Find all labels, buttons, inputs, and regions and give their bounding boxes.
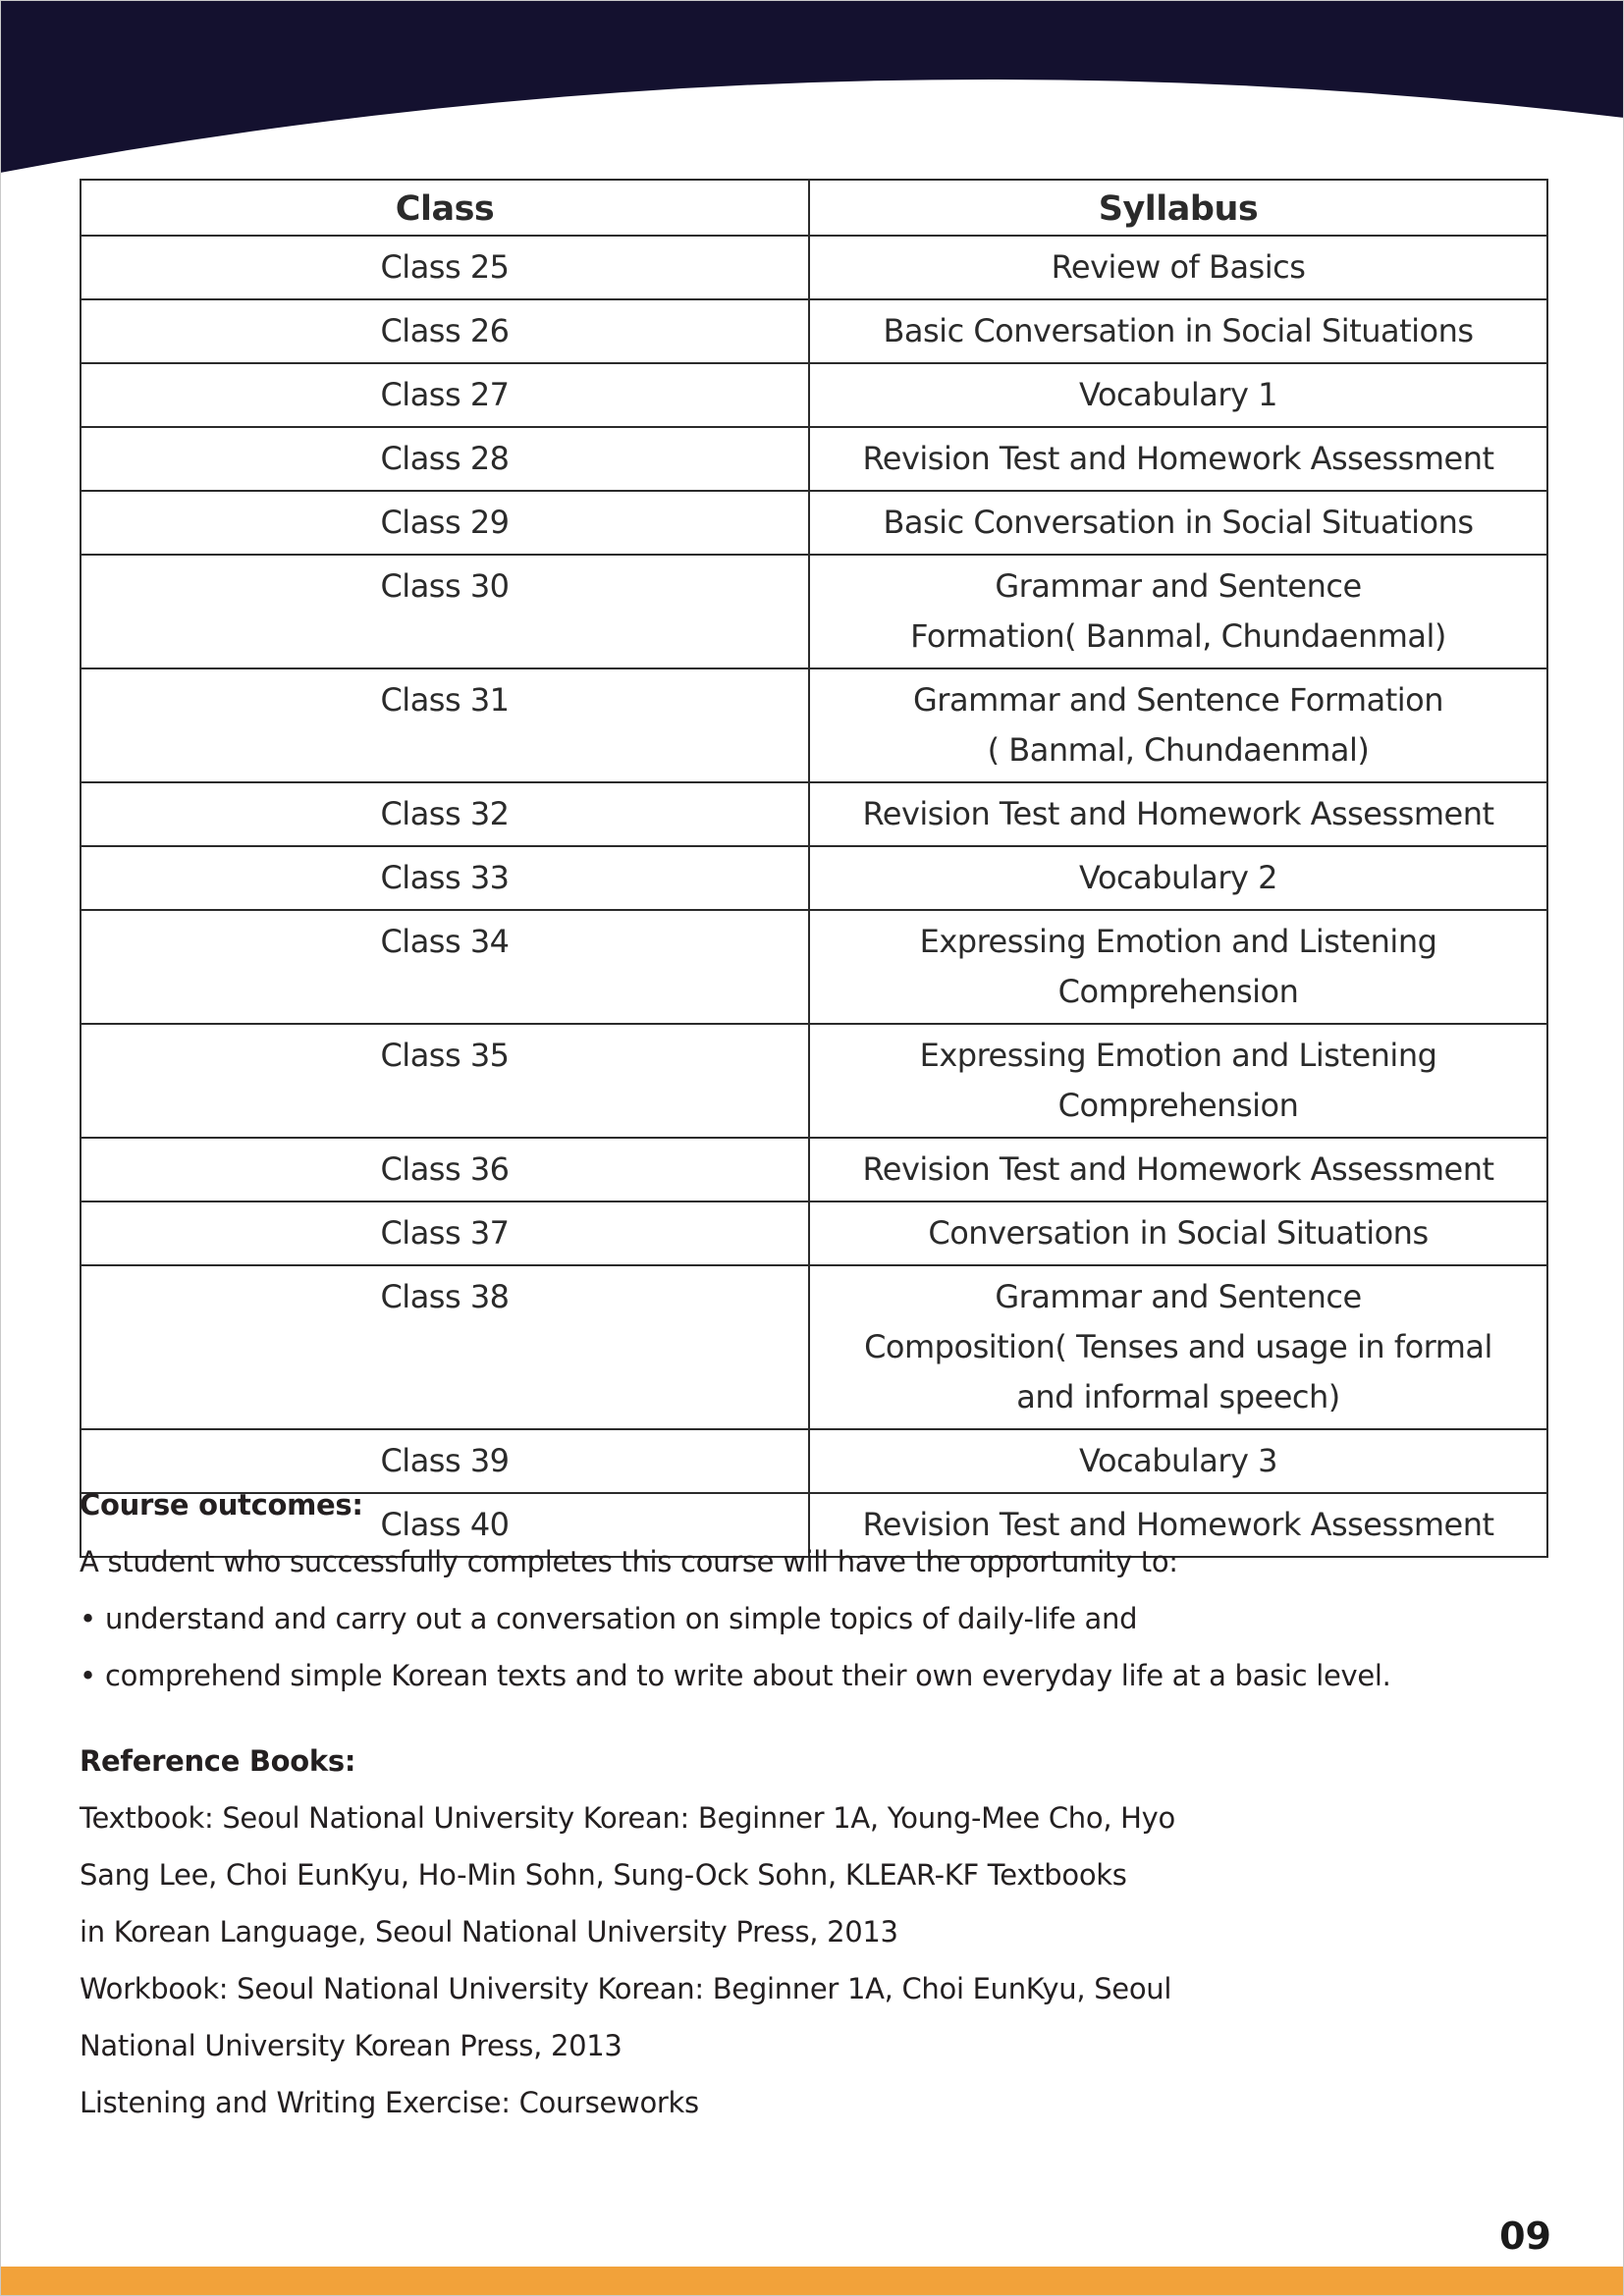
class-cell: Class 40 [81,1493,809,1557]
syllabus-cell [809,668,1547,782]
class-cell: Class 27 [81,363,809,427]
course-outcomes-section [80,1476,1533,1704]
bullet-icon: • [80,1602,96,1635]
syllabus-table [80,179,1548,1558]
syllabus-line: Expressing Emotion and Listening [919,1037,1437,1074]
column-header-class: Class [81,180,809,236]
syllabus-line: Formation( Banmal, Chundaenmal) [910,617,1446,655]
reference-books-heading: Reference Books: [80,1744,356,1778]
syllabus-line: Composition( Tenses and usage in formal [864,1328,1492,1365]
syllabus-cell: Vocabulary 2 [809,846,1547,910]
syllabus-line: and informal speech) [1016,1378,1340,1415]
syllabus-cell [809,1024,1547,1138]
table-row [81,1024,1547,1138]
table-row [81,910,1547,1024]
table-row [81,1265,1547,1429]
reference-books-section [80,1733,1533,2131]
syllabus-cell [809,1265,1547,1429]
syllabus-line: Grammar and Sentence [995,567,1362,605]
outcome-text: understand and carry out a conversation on simple topics of daily-life and [105,1602,1138,1635]
table-row [81,668,1547,782]
syllabus-cell [809,910,1547,1024]
outcome-bullet-item [80,1590,1533,1647]
syllabus-line: ( Banmal, Chundaenmal) [987,731,1370,769]
class-cell: Class 36 [81,1138,809,1201]
syllabus-cell: Review of Basics [809,236,1547,299]
table-row [81,299,1547,363]
syllabus-cell: Revision Test and Homework Assessment [809,427,1547,491]
column-header-syllabus: Syllabus [809,180,1547,236]
bullet-icon: • [80,1659,96,1692]
course-outcomes-heading: Course outcomes: [80,1488,363,1522]
class-cell: Class 26 [81,299,809,363]
outcome-bullet-item [80,1647,1533,1704]
reference-line: Sang Lee, Choi EunKyu, Ho-Min Sohn, Sung-Ock Sohn, KLEAR-KF Textbooks [80,1858,1127,1892]
reference-line: National University Korean Press, 2013 [80,2029,623,2062]
syllabus-cell: Revision Test and Homework Assessment [809,782,1547,846]
syllabus-cell [809,555,1547,668]
page-number: 09 [1499,2215,1551,2258]
table-header-row [81,180,1547,236]
class-cell: Class 33 [81,846,809,910]
syllabus-cell: Revision Test and Homework Assessment [809,1493,1547,1557]
table-row [81,363,1547,427]
class-cell: Class 28 [81,427,809,491]
class-cell: Class 31 [81,668,809,782]
reference-line: Textbook: Seoul National University Korean: Beginner 1A, Young-Mee Cho, Hyo [80,1801,1175,1835]
syllabus-cell: Vocabulary 1 [809,363,1547,427]
class-cell: Class 38 [81,1265,809,1429]
table-row [81,782,1547,846]
header-band [0,0,1624,177]
class-cell: Class 35 [81,1024,809,1138]
syllabus-cell: Conversation in Social Situations [809,1201,1547,1265]
class-cell: Class 25 [81,236,809,299]
syllabus-line: Comprehension [1057,1087,1299,1124]
class-cell: Class 29 [81,491,809,555]
syllabus-line: Grammar and Sentence Formation [913,681,1443,719]
syllabus-cell: Revision Test and Homework Assessment [809,1138,1547,1201]
syllabus-line: Grammar and Sentence [995,1278,1362,1315]
footer-bar [0,2267,1624,2296]
table-row [81,427,1547,491]
table-row [81,1201,1547,1265]
syllabus-cell: Basic Conversation in Social Situations [809,491,1547,555]
syllabus-cell: Vocabulary 3 [809,1429,1547,1493]
table-body [81,236,1547,1557]
table-row [81,846,1547,910]
class-cell: Class 39 [81,1429,809,1493]
table-row [81,555,1547,668]
syllabus-cell: Basic Conversation in Social Situations [809,299,1547,363]
syllabus-line: Comprehension [1057,973,1299,1010]
table-row [81,236,1547,299]
class-cell: Class 34 [81,910,809,1024]
reference-line: Listening and Writing Exercise: Courseworks [80,2086,699,2119]
table-row [81,491,1547,555]
header-curve [0,0,1624,173]
outcome-text: comprehend simple Korean texts and to write about their own everyday life at a basic level. [105,1659,1391,1692]
course-outcomes-intro: A student who successfully completes this course will have the opportunity to: [80,1545,1178,1578]
reference-line: Workbook: Seoul National University Korean: Beginner 1A, Choi EunKyu, Seoul [80,1972,1172,2005]
class-cell: Class 30 [81,555,809,668]
reference-line: in Korean Language, Seoul National University Press, 2013 [80,1915,898,1949]
table-row [81,1138,1547,1201]
class-cell: Class 37 [81,1201,809,1265]
syllabus-line: Expressing Emotion and Listening [919,923,1437,960]
class-cell: Class 32 [81,782,809,846]
